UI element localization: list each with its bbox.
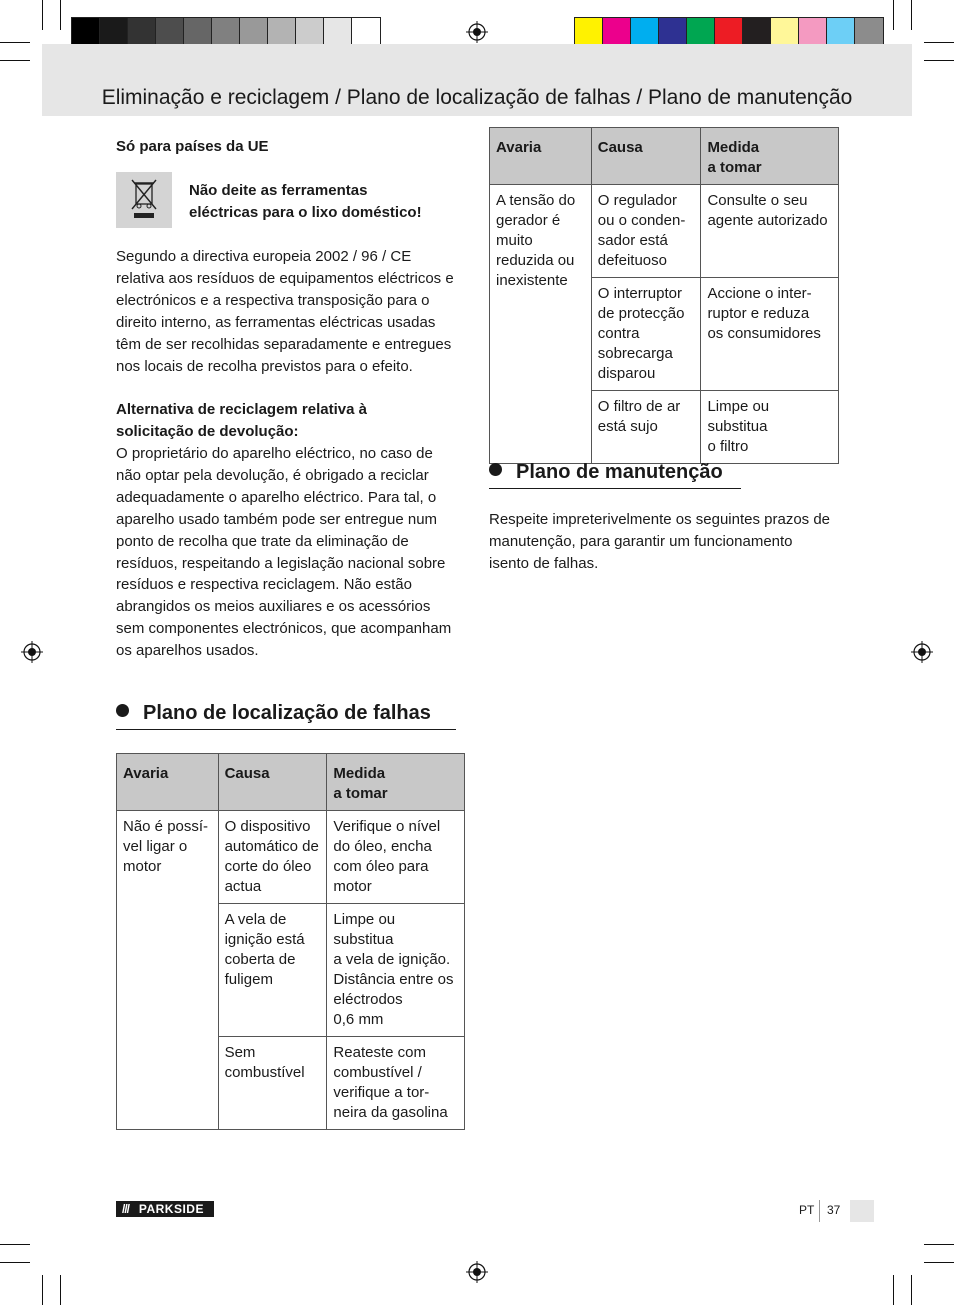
color-swatch <box>827 18 855 46</box>
action-cell: Limpe ou substitua a vela de ignição. Distância entre os eléctrodos 0,6 mm <box>327 904 465 1037</box>
crop-mark <box>42 0 43 30</box>
color-swatch <box>240 18 268 46</box>
crop-mark <box>924 42 954 43</box>
troubleshooting-heading <box>116 702 456 730</box>
color-swatch <box>156 18 184 46</box>
text-line: sem componentes electrónicos, que acompanham <box>116 620 452 638</box>
text-line: O proprietário do aparelho eléctrico, no caso de <box>116 445 433 462</box>
fault-cell: Não é possí- vel ligar o motor <box>117 811 219 1130</box>
language-code: PT <box>799 1203 815 1217</box>
text-line: nos locais de recolha previstos para o efeito. <box>116 357 413 375</box>
page-title: Eliminação e reciclagem / Plano de localização de falhas / Plano de manutenção <box>101 86 853 109</box>
weee-symbol <box>116 172 172 228</box>
crop-mark <box>0 42 30 43</box>
alternative-heading-line-2: solicitação de devolução: <box>116 423 299 440</box>
color-swatch <box>743 18 771 46</box>
text-line: têm de ser recolhidas separadamente e entregues <box>116 335 452 353</box>
table-row <box>117 811 465 904</box>
color-swatch <box>212 18 240 46</box>
crop-mark <box>924 1244 954 1245</box>
cause-cell: Sem combustível <box>218 1037 327 1130</box>
text-line: abrangidos os meios auxiliares e os acessórios <box>116 598 431 616</box>
column-header-fault: Avaria <box>490 128 592 185</box>
crop-mark <box>0 60 30 61</box>
text-line: não optar pela devolução, é obrigado a reciclar <box>116 466 429 484</box>
color-swatch <box>184 18 212 46</box>
cause-cell: A vela de ignição está coberta de fuligem <box>218 904 327 1037</box>
logo-stripes: /// <box>122 1202 130 1216</box>
crop-mark <box>0 1262 30 1263</box>
crop-mark <box>911 1275 912 1305</box>
cause-cell: O interruptor de protecção contra sobrecarga disparou <box>591 278 701 391</box>
crop-mark <box>893 0 894 30</box>
color-swatch <box>715 18 743 46</box>
text-line: ponto de recolha que trate da eliminação de <box>116 532 409 550</box>
cause-cell: O dispositivo automático de corte do óleo actua <box>218 811 327 904</box>
action-cell: Reateste com combustível / verifique a tor- neira da gasolina <box>327 1037 465 1130</box>
action-cell: Consulte o seu agente autorizado <box>701 185 839 278</box>
table-row <box>490 185 839 278</box>
text-line: os aparelhos usados. <box>116 642 259 660</box>
registration-mark-icon <box>466 1261 488 1283</box>
crop-mark <box>60 0 61 30</box>
registration-mark-icon <box>466 21 488 43</box>
column-header-fault: Avaria <box>117 754 219 811</box>
crop-mark <box>60 1275 61 1305</box>
text-line: resíduos e respectiva reciclagem. Não estão <box>116 576 412 594</box>
eu-only-label: Só para países da UE <box>116 138 269 155</box>
text-line: aparelho usado também pode ser entregue num <box>116 510 438 528</box>
color-swatch <box>72 18 100 46</box>
maintenance-paragraph <box>489 509 839 575</box>
weee-warning-line-2: eléctricas para o lixo doméstico! <box>189 204 422 221</box>
column-header-cause: Causa <box>218 754 327 811</box>
text-line: Segundo a directiva europeia 2002 / 96 / CE <box>116 248 412 265</box>
footer-divider <box>819 1200 820 1222</box>
troubleshooting-table-2 <box>489 127 839 464</box>
parkside-logo <box>116 1201 214 1217</box>
text-line: Respeite impreterivelmente os seguintes prazos de <box>489 511 831 528</box>
maintenance-heading-text: Plano de manutenção <box>516 461 723 483</box>
crop-mark <box>893 1275 894 1305</box>
column-header-action: Medida a tomar <box>327 754 465 811</box>
alternative-heading-line-1: Alternativa de reciclagem relativa à <box>116 401 367 418</box>
action-cell: Verifique o nível do óleo, encha com óleo para motor <box>327 811 465 904</box>
brand-name: PARKSIDE <box>138 1202 204 1216</box>
cause-cell: O filtro de ar está sujo <box>591 391 701 464</box>
table-header-row <box>117 754 465 811</box>
text-line: isento de falhas. <box>489 554 599 572</box>
directive-paragraph <box>116 246 466 377</box>
color-swatch <box>687 18 715 46</box>
text-line: adequadamente o aparelho eléctrico. Para tal, o <box>116 488 437 506</box>
crop-mark <box>924 1262 954 1263</box>
crop-mark <box>911 0 912 30</box>
page-number: 37 <box>827 1203 841 1217</box>
color-swatch <box>575 18 603 46</box>
column-header-cause: Causa <box>591 128 701 185</box>
text-line: electrónicos e a respectiva transposição para o <box>116 291 430 309</box>
color-swatch <box>603 18 631 46</box>
crop-mark <box>0 1244 30 1245</box>
color-swatch <box>659 18 687 46</box>
color-swatch <box>855 18 883 46</box>
troubleshooting-table-1 <box>116 753 465 1130</box>
crossed-out-wheelie-bin-icon <box>116 172 172 228</box>
action-cell: Accione o inter- ruptor e reduza os consumidores <box>701 278 839 391</box>
bullet-icon <box>116 704 129 717</box>
crop-mark <box>924 60 954 61</box>
text-line: resíduos, respeitando a legislação nacional sobre <box>116 554 446 572</box>
text-line: direito interno, as ferramentas eléctricas usadas <box>116 313 436 331</box>
maintenance-heading <box>489 461 741 489</box>
text-line: manutenção, para garantir um funcionamento <box>489 532 793 550</box>
color-swatch <box>128 18 156 46</box>
color-swatch <box>799 18 827 46</box>
cause-cell: O regulador ou o conden- sador está defeituoso <box>591 185 701 278</box>
page-tab <box>850 1200 874 1222</box>
color-swatch <box>352 18 380 46</box>
registration-mark-icon <box>911 641 933 663</box>
weee-warning-line-1: Não deite as ferramentas <box>189 182 368 199</box>
owner-obligation-paragraph <box>116 443 466 662</box>
fault-cell: A tensão do gerador é muito reduzida ou inexistente <box>490 185 592 464</box>
table-header-row <box>490 128 839 185</box>
color-swatch <box>771 18 799 46</box>
column-header-action: Medida a tomar <box>701 128 839 185</box>
registration-mark-icon <box>21 641 43 663</box>
troubleshooting-heading-text: Plano de localização de falhas <box>143 702 431 724</box>
color-swatch <box>100 18 128 46</box>
color-swatch <box>324 18 352 46</box>
color-swatch <box>296 18 324 46</box>
color-swatch <box>268 18 296 46</box>
color-swatch <box>631 18 659 46</box>
text-line: relativa aos resíduos de equipamentos eléctricos e <box>116 269 454 287</box>
crop-mark <box>42 1275 43 1305</box>
action-cell: Limpe ou substitua o filtro <box>701 391 839 464</box>
bullet-icon <box>489 463 502 476</box>
